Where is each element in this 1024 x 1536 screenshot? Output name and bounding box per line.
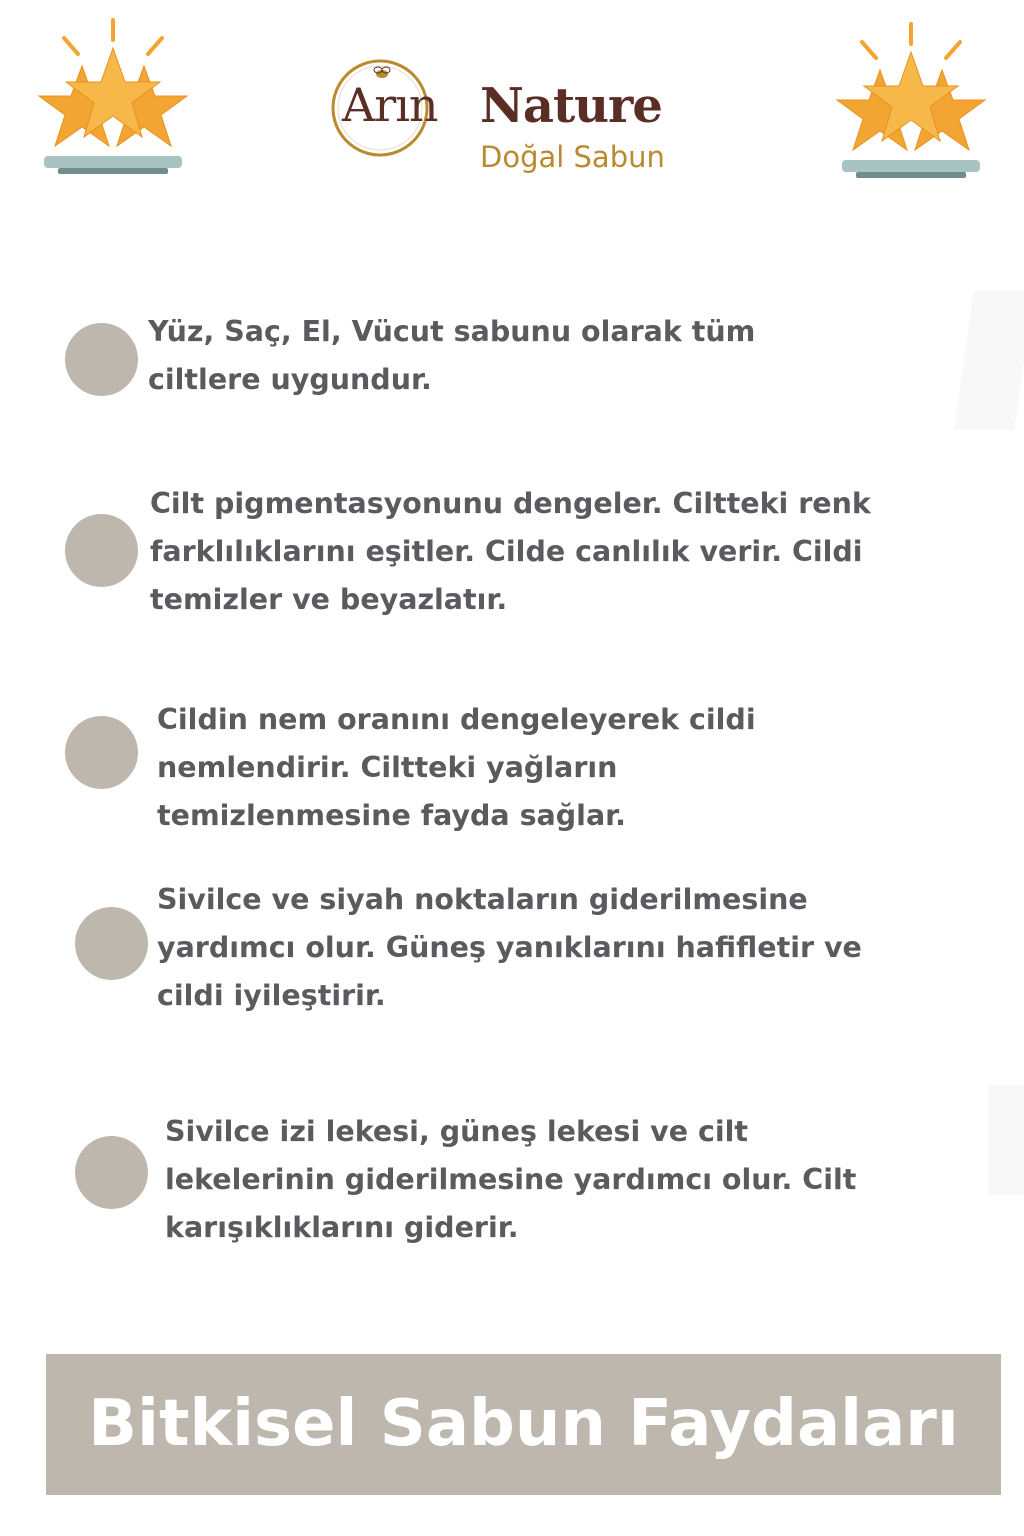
brand-tagline: Doğal Sabun <box>480 140 665 174</box>
benefit-text <box>157 696 756 840</box>
bullet-dot <box>65 716 138 789</box>
benefit-line: Sivilce ve siyah noktaların giderilmesine <box>157 883 808 916</box>
benefit-text <box>157 876 862 1020</box>
bullet-dot <box>65 323 138 396</box>
benefit-line: karışıklıklarını giderir. <box>165 1211 519 1244</box>
benefit-line: yardımcı olur. Güneş yanıklarını hafifletir ve <box>157 931 862 964</box>
brand-name-secondary: Nature <box>480 78 662 134</box>
benefit-line: Sivilce izi lekesi, güneş lekesi ve cilt <box>165 1115 749 1148</box>
benefit-line: temizler ve beyazlatır. <box>150 583 508 616</box>
benefit-line: ciltlere uygundur. <box>148 363 432 396</box>
benefit-line: nemlendirir. Ciltteki yağların <box>157 751 618 784</box>
bullet-dot <box>65 514 138 587</box>
benefit-line: cildi iyileştirir. <box>157 979 386 1012</box>
benefit-line: lekelerinin giderilmesine yardımcı olur. Cilt <box>165 1163 857 1196</box>
background-shape <box>954 290 1024 430</box>
benefit-text <box>150 480 871 624</box>
bullet-dot <box>75 1136 148 1209</box>
benefit-line: Yüz, Saç, El, Vücut sabunu olarak tüm <box>148 315 756 348</box>
benefit-line: farklılıklarını eşitler. Cilde canlılık verir. Cildi <box>150 535 863 568</box>
rating-stars-icon <box>28 14 198 184</box>
benefit-line: temizlenmesine fayda sağlar. <box>157 799 626 832</box>
bullet-dot <box>75 907 148 980</box>
benefit-text <box>148 308 755 404</box>
title-banner <box>46 1354 1001 1495</box>
benefit-line: Cilt pigmentasyonunu dengeler. Ciltteki renk <box>150 487 871 520</box>
background-shape <box>988 1085 1024 1195</box>
brand-logo <box>328 56 698 186</box>
banner-title: Bitkisel Sabun Faydaları <box>88 1387 959 1461</box>
brand-name-primary: Arın <box>342 78 438 132</box>
benefit-line: Cildin nem oranını dengeleyerek cildi <box>157 703 756 736</box>
benefit-text <box>165 1108 856 1252</box>
rating-stars-icon <box>826 18 996 188</box>
